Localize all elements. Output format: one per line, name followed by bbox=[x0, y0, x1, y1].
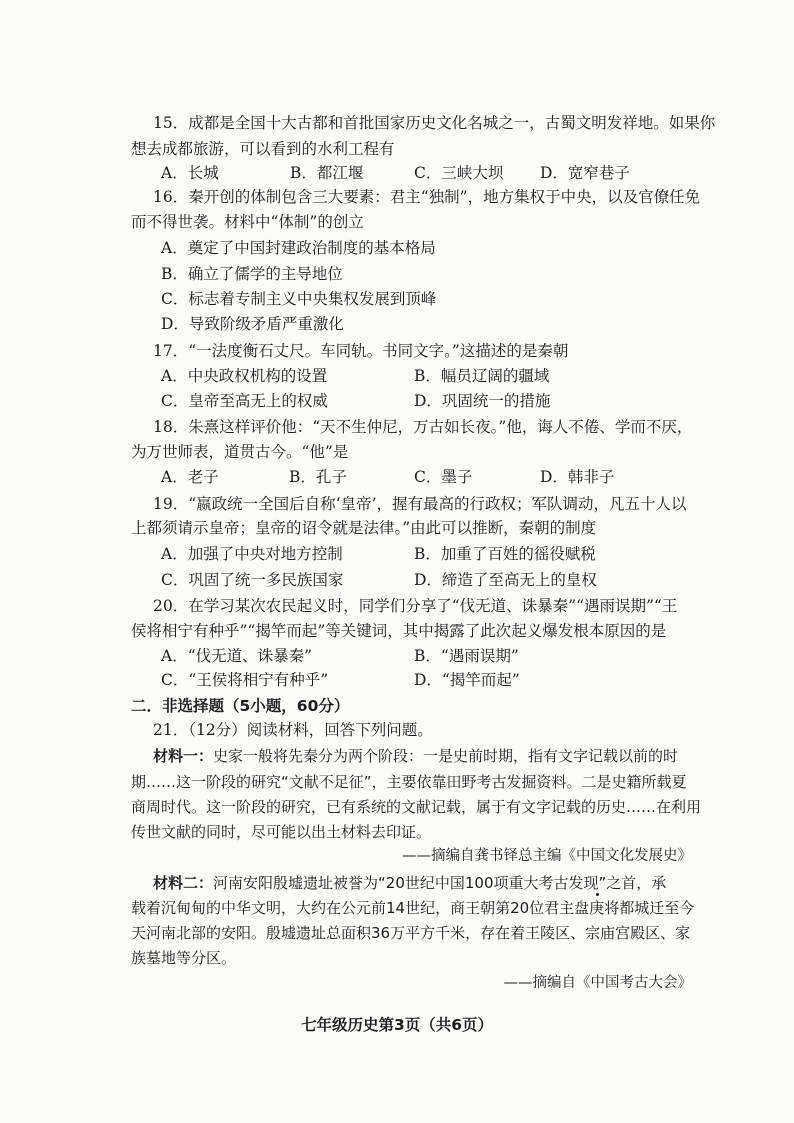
q15-option-c: C．三峡大坝 bbox=[414, 164, 504, 182]
material-2-source: ——摘编自《中国考古大会》 bbox=[503, 975, 692, 991]
material-1-line2: 期……这一阶段的研究“文献不足征”，主要依靠田野考古发掘资料。二是史籍所载夏 bbox=[131, 773, 687, 791]
q18-option-c: C．墨子 bbox=[414, 468, 473, 486]
q19-option-d: D．缔造了至高无上的皇权 bbox=[414, 571, 597, 589]
section-heading-non-choice: 二．非选择题（5小题，60分） bbox=[131, 697, 350, 715]
q20-option-a: A．“伐无道、诛暴秦” bbox=[161, 647, 313, 665]
q19-option-c: C．巩固了统一多民族国家 bbox=[161, 571, 344, 589]
q17-option-a: A．中央政权机构的设置 bbox=[161, 367, 328, 385]
q17-option-c: C．皇帝至高无上的权威 bbox=[161, 392, 328, 410]
q18-stem-line2: 为万世师表，道贯古今。“他”是 bbox=[131, 443, 349, 461]
q17-stem: 17．“一法度衡石丈尺。车同轨。书同文字。”这描述的是秦朝 bbox=[153, 342, 569, 360]
material-1-line3: 商周时代。这一阶段的研究，已有系统的文献记载，属于有文字记载的历史……在利用 bbox=[131, 798, 702, 816]
q15-stem-line2: 想去成都旅游，可以看到的水利工程有 bbox=[131, 140, 395, 158]
material-2-text: 河南安阳殷墟遗址被誉为“20世纪中国100项重大考古发现”之首，承 bbox=[213, 874, 667, 892]
q16-stem-line2: 而不得世袭。材料中“体制”的创立 bbox=[131, 213, 364, 231]
q16-stem-line1: 16．秦开创的体制包含三大要素：君主“独制”，地方集权于中央，以及官僚任免 bbox=[153, 188, 701, 206]
q16-option-b: B．确立了儒学的主导地位 bbox=[161, 265, 343, 283]
q16-option-d: D．导致阶级矛盾严重激化 bbox=[161, 315, 344, 333]
q15-option-a: A．长城 bbox=[161, 164, 219, 182]
q19-stem-line1: 19．“嬴政统一全国后自称‘皇帝’，握有最高的行政权；军队调动，凡五十人以 bbox=[153, 495, 687, 513]
material-1-source: ——摘编自龚书铎总主编《中国文化发展史》 bbox=[402, 848, 692, 864]
q20-option-b: B．“遇雨误期” bbox=[414, 647, 519, 665]
q15-stem-line1: 15．成都是全国十大古都和首批国家历史文化名城之一，古蜀文明发祥地。如果你 bbox=[153, 114, 716, 132]
q18-option-b: B．孔子 bbox=[289, 468, 347, 486]
material-2-line3: 天河南北部的安阳。殷墟遗址总面积36万平方千米，存在着王陵区、宗庙宫殿区、家 bbox=[131, 924, 691, 942]
material-1-line4: 传世文献的同时，尽可能以出土材料去印证。 bbox=[131, 823, 432, 841]
material-2-line2-b: 将都城迁至今 bbox=[604, 899, 695, 917]
q19-option-b: B．加重了百姓的徭役赋税 bbox=[414, 545, 596, 563]
material-2-line2-a: 载着沉甸甸的中华文明，大约在公元前14世纪，商王朝第20位君主盘 bbox=[131, 899, 590, 917]
q18-option-a: A．老子 bbox=[161, 468, 219, 486]
material-1-text: 史家一般将先秦分为两个阶段：一是史前时期，指有文字记载以前的时 bbox=[213, 747, 679, 765]
material-2-line2 bbox=[131, 898, 694, 918]
q16-option-c: C．标志着专制主义中央集权发展到顶峰 bbox=[161, 290, 437, 308]
q20-stem-line2: 侯将相宁有种乎”“揭竿而起”等关键词，其中揭露了此次起义爆发根本原因的是 bbox=[131, 622, 667, 640]
q19-option-a: A．加强了中央对地方控制 bbox=[161, 545, 343, 563]
emphasis-dot-char: 庚 bbox=[589, 899, 605, 917]
q20-stem-line1: 20．在学习某次农民起义时，同学们分享了“伐无道、诛暴秦”“遇雨误期”“王 bbox=[153, 597, 678, 615]
material-2-line4: 族墓地等分区。 bbox=[131, 949, 237, 967]
q18-option-d: D．韩非子 bbox=[540, 468, 615, 486]
q20-option-d: D．“揭竿而起” bbox=[414, 671, 520, 689]
q15-option-b: B．都江堰 bbox=[290, 164, 364, 182]
q19-stem-line2: 上都须请示皇帝；皇帝的诏令就是法律。”由此可以推断，秦朝的制度 bbox=[131, 519, 597, 537]
page-footer: 七年级历史第3页（共6页） bbox=[300, 1016, 494, 1034]
material-2-label: 材料二： bbox=[153, 874, 214, 892]
q18-stem-line1: 18．朱熹这样评价他：“天不生仲尼，万古如长夜。”他，诲人不倦、学而不厌， bbox=[153, 418, 693, 436]
q17-option-d: D．巩固统一的措施 bbox=[414, 392, 551, 410]
q17-option-b: B．幅员辽阔的疆域 bbox=[414, 367, 550, 385]
material-1-line1 bbox=[153, 746, 678, 766]
q20-option-c: C．“王侯将相宁有种乎” bbox=[161, 671, 329, 689]
q15-option-d: D．宽窄巷子 bbox=[540, 164, 630, 182]
q16-option-a: A．奠定了中国封建政治制度的基本格局 bbox=[161, 239, 436, 257]
q21-intro: 21．（12分）阅读材料，回答下列问题。 bbox=[153, 721, 433, 739]
material-2-line1 bbox=[153, 873, 666, 893]
material-1-label: 材料一： bbox=[153, 747, 214, 765]
